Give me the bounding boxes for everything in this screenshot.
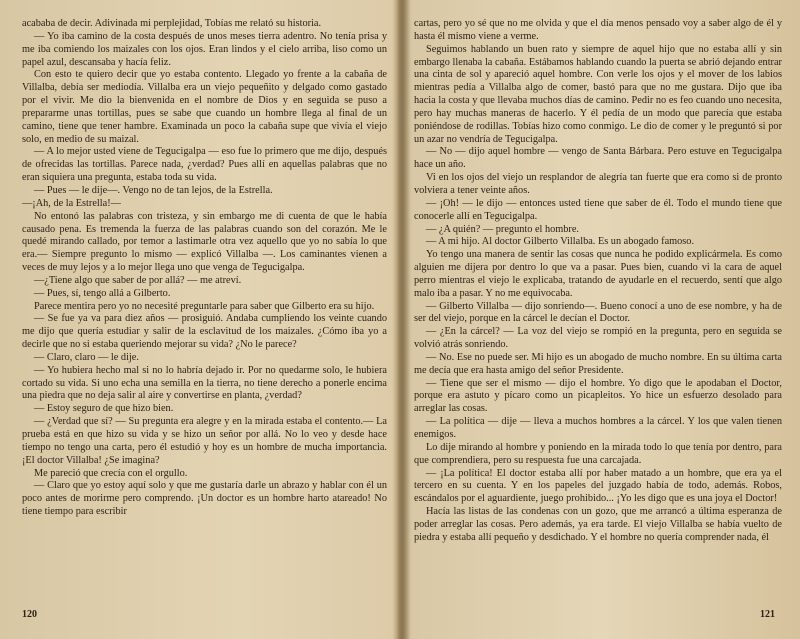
paragraph: — Yo iba camino de la costa después de unos meses tierra adentro. No tenía prisa y me iba comiendo los maizales con los ojos. Eran lindos y el cielo arriba, liso como un papel azul, descansaba y hacía feliz. [22, 30, 387, 68]
paragraph: acababa de decir. Adivinada mi perplejidad, Tobías me relató su historia. [22, 18, 322, 29]
paragraph: — Estoy seguro de que hizo bien. [34, 403, 174, 415]
paragraph: cartas, pero yo sé que no me olvida y que el día menos pensado voy a saber algo de él y hasta él mismo viene a verme. [414, 18, 782, 42]
paragraph: — ¿En la cárcel? — La voz del viejo se rompió en la pregunta, pero en seguida se volvió atrás sonriendo. [414, 326, 782, 351]
paragraph: — ¡Oh! — le dijo — entonces usted tiene que saber de él. Todo el mundo tiene que conocerle allí en Tegucigalpa. [414, 197, 782, 222]
right-page [414, 18, 782, 618]
paragraph: Con esto te quiero decir que yo estaba contento. Llegado yo frente a la cabaña de Villalba, debía ser mediodía. Villalba era un viejo pequeñito y delgado como gastado por el vivir. Me dio la bienvenida en el nombre de Dios y en seguida se puso a prepararme unas tortillas, pues se sabe que cuando un hombre llega al final de un camino, tiene que tener hambre. Examinada un poco la cabaña supe que vivía el viejo solo, en medio de su maizal. [22, 69, 387, 145]
paragraph: No entonó las palabras con tristeza, y sin embargo me di cuenta de que le había causado pena. Es tremenda la fuerza de las palabras cuando son del corazón. Me le quedé mirando callado, por temor a lastimarle otra vez aquello que yo no sabía lo que era.— Siempre pregunto lo mismo — explicó Villalba —. Los caminantes vienen a veces de muy lejos y a lo mejor llega uno que venga de Tegucigalpa. [22, 210, 387, 274]
paragraph: — Claro, claro — le dije. [34, 351, 139, 363]
paragraph: — Se fue ya va para diez años — prosiguió. Andaba cumpliendo los veinte cuando me dijo que quería estudiar y salir de la esclavitud de los maizales. ¿Cómo iba yo a decirle que no si estaba queriendo mejorar su vida? ¿No le parece? [22, 313, 387, 351]
paragraph: — Claro que yo estoy aquí solo y que me gustaría darle un abrazo y hablar con él un poco antes de morirme pero comprendo. ¡Un doctor es un hombre harto atareado! No tiene tiempo para escribir [22, 480, 387, 518]
paragraph: — ¿A quién? — pregunto el hombre. [426, 223, 579, 235]
paragraph: Hacía las listas de las condenas con un gozo, que me arrancó a última esperanza de poder arreglar las cosas. Pero además, ya era tarde. El viejo Villalba se había vuelto de piedra y estaba allí pequeño y desdichado. Y el hombre no quería comprender nada, él [414, 506, 782, 543]
paragraph: Seguimos hablando un buen rato y siempre de aquel hijo que no estaba allí y sin embargo llenaba la cabaña. Estábamos hablando cuando la puerta se abrió dejando entrar una cinta de sol y apareció aquel hombre. Con verle los ojos y el mover de los labios mientras pedía a Villalba algo de comer, bastó para que no me gustara. Dijo que iba hacia la costa y que llevaba muchos días de camino. Pedir no es feo cuando uno necesita, pero hay muchas maneras de hacerlo. Y él pedía de un modo que parecía que estaba poniéndose de rodillas. Tobías hizo como conmigo. Le dio de comer y le preguntó si por un azar no vendría de Tegucigalpa. [414, 43, 782, 145]
paragraph: — Gilberto Villalba — dijo sonriendo—. Bueno conocí a uno de ese nombre, y ha de ser del viejo, porque en la cárcel le decían el Doctor. [414, 300, 782, 325]
paragraph: — A mi hijo. Al doctor Gilberto Villalba. Es un abogado famoso. [426, 236, 695, 248]
paragraph: Parece mentira pero yo no necesité preguntarle para saber que Gilberto era su hijo. [34, 300, 375, 312]
paragraph: Yo tengo una manera de sentir las cosas que nunca he podido explicármela. Es como alguien me dijera por dentro lo que va a pasar. Pues bien, cuando vi la cara de aquel perro mientras el viejo le explicaba, tratando de ayudarle en el recuerdo, sentí que algo malo iba a pasar. Y no me equivocaba. [414, 249, 782, 299]
book-gutter [396, 0, 410, 639]
paragraph: — Pues — le dije—. Vengo no de tan lejos, de la Estrella. [34, 184, 273, 196]
paragraph: — Pues, sí, tengo allá a Gilberto. [34, 287, 171, 299]
paragraph: —¡Ah, de la Estrella!— [22, 197, 121, 209]
paragraph: — La política — dije — lleva a muchos hombres a la cárcel. Y los que valen tienen enemigos. [414, 416, 782, 440]
paragraph: —¿Tiene algo que saber de por allá? — me atreví. [34, 274, 242, 286]
paragraph: — ¿Verdad que sí? — Su pregunta era alegre y en la mirada estaba el contento.— La prueba está en que hizo su vida y se hizo un señor por allá. No lo veo y desde hace tiempo no tengo una carta, pero él estudió y hoy es un hombre de mucha importancia. ¡El doctor Villalba! ¿Se imagina? [22, 416, 387, 466]
left-page [22, 18, 387, 618]
paragraph: — ¡La política! El doctor estaba allí por haber matado a un hombre, que era ya el tercero en su cuenta. Y en los papeles del juzgado había de todo, además. Robos, escándalos por el aguardiente, juego prohibido... ¡Yo les digo que es una joya el Doctor! [414, 467, 782, 505]
paragraph: Lo dije mirando al hombre y poniendo en la mirada todo lo que tenía por dentro, para que comprendiera, pero su respuesta fue una carcajada. [414, 441, 782, 466]
paragraph: — Tiene que ser el mismo — dijo el hombre. Yo digo que le apodaban el Doctor, porque era astuto y pícaro como un picapleitos. Yo hice un esfuerzo desolado para arreglar las cosas. [414, 377, 782, 415]
paragraph: — No — dijo aquel hombre — vengo de Santa Bárbara. Pero estuve en Tegucigalpa hace un año. [414, 146, 782, 171]
paragraph: Vi en los ojos del viejo un resplandor de alegría tan fuerte que era como si de pronto volviera a tener veinte años. [414, 172, 782, 196]
paragraph: — No. Ese no puede ser. Mi hijo es un abogado de mucho nombre. En su última carta me decía que era hasta amigo del señor Presidente. [414, 351, 782, 376]
left-page-number: 120 [22, 609, 37, 620]
paragraph: — A lo mejor usted viene de Tegucigalpa — eso fue lo primero que me dijo, después de ofrecidas las tortillas. Parece nada, ¿verdad? Pues allí en aquellas palabras que no eran siquiera una pregunta, estaba toda su vida. [22, 146, 387, 184]
paragraph: — Yo hubiera hecho mal si no lo habría dejado ir. Por no quedarme solo, le hubiera cortado su vida. Si uno echa una semilla en la tierra, no tiene derecho a ponerle encima una piedra que no deja salir al aire y convertirse en planta, ¿verdad? [22, 364, 387, 402]
paragraph: Me pareció que crecía con el orgullo. [34, 467, 188, 479]
right-page-number: 121 [760, 609, 775, 620]
